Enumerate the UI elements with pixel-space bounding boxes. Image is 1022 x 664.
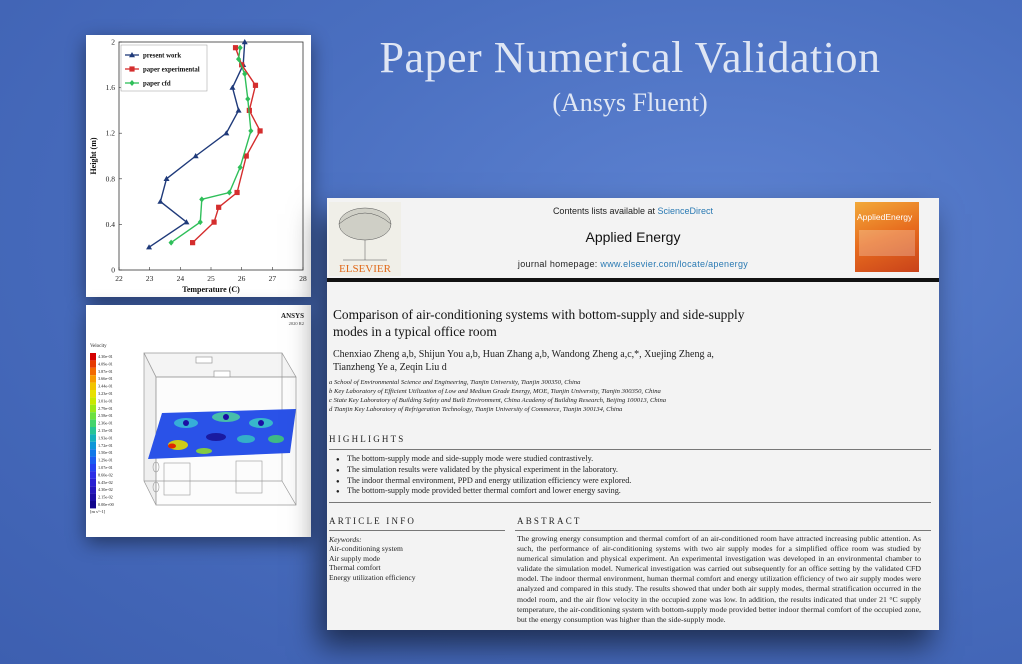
legend-swatch (90, 442, 96, 449)
legend-swatch (90, 368, 96, 375)
homepage-prefix: journal homepage: (517, 259, 598, 269)
contents-prefix: Contents lists available at (552, 206, 655, 216)
authors-line2: Tianzheng Ye a, Zeqin Liu d (333, 362, 447, 373)
data-point (223, 130, 229, 135)
legend-swatch (90, 405, 96, 412)
y-tick-label: 0.4 (105, 219, 115, 229)
legend-swatch (90, 494, 96, 501)
paper-authors (333, 348, 714, 374)
legend-value: 3.87e-01 (98, 368, 113, 374)
legend-value: 3.23e-01 (98, 391, 113, 396)
data-point (216, 205, 221, 210)
legend-value: 2.79e-01 (98, 405, 113, 411)
legend-value: 1.72e-01 (98, 442, 113, 448)
affiliation-d: d Tianjin Key Laboratory of Refrigeration Technology, Tianjin University of Commerce, Tianjin 300134, China (329, 406, 623, 413)
authors-line1: Chenxiao Zheng a,b, Shijun You a,b, Huan Zhang a,b, Wandong Zheng a,c,*, Xuejing Zheng a, (333, 349, 714, 360)
paper-card (327, 198, 939, 630)
affiliation-b: b Key Laboratory of Efficient Utilization of Low and Medium Grade Energy, MOE, Tianjin University, Tianjin 300350, China (329, 388, 661, 395)
legend-value: 0.00e+00 (98, 502, 114, 507)
legend-swatch (90, 471, 96, 478)
highlight-item: ● The bottom-supply mode and side-supply mode were studied contrastively. (347, 454, 923, 465)
keyword-item: Thermal comfort (329, 563, 381, 573)
keyword-item: Air-conditioning system (329, 544, 403, 554)
x-tick-label: 28 (299, 274, 307, 283)
legend-swatch (90, 464, 96, 471)
homepage-link[interactable]: www.elsevier.com/locate/apenergy (600, 259, 749, 269)
data-point (157, 199, 163, 204)
simulation-card (86, 305, 311, 537)
legend-swatch (90, 390, 96, 397)
legend-value: 4.30e-01 (98, 354, 113, 359)
abstract-text: The growing energy consumption and thermal comfort of an air-conditioned room have attracted increasing public attention. As such, the performance of air-conditioning systems with two air supply modes for a simplified office room was studied by numerical simulation and physical experiment. An experimental investigation was developed in an environmental chamber to validate the simulation model. Numerical investigation was carried out subsequently for an office setting by the validated CFD model. The indoor thermal environment, human thermal comfort and energy utilization efficiency of two air supply modes were analyzed and compared in this study. The results showed that under both air supply modes, thermal stratification occurred in the model room, and the air flow velocity in the occupied zone was low. In addition, the results indicated that under 21 °C supply temperature, the air-conditioning system with bottom-supply mode provided better indoor thermal comfort of the occupied zone, but the energy consumption was higher than the side-supply mode. (517, 534, 921, 624)
legend-swatch (90, 449, 96, 456)
data-point (257, 128, 262, 133)
legend-swatch (90, 412, 96, 419)
x-tick-label: 24 (176, 274, 185, 283)
validation-chart (86, 35, 311, 297)
data-point (190, 240, 195, 245)
legend-value: 1.07e-01 (98, 465, 113, 470)
paper-title (333, 306, 744, 340)
validation-chart-card (86, 35, 311, 297)
legend-value: 1.93e-01 (98, 435, 113, 441)
data-point (129, 66, 134, 71)
legend-swatch (90, 383, 96, 390)
data-point (233, 45, 238, 50)
legend-swatch (90, 420, 96, 427)
journal-name: Applied Energy (585, 229, 681, 245)
x-tick-label: 23 (145, 274, 154, 283)
header-rule (327, 278, 939, 282)
legend-value: 1.50e-01 (98, 450, 113, 456)
data-point (253, 83, 258, 88)
journal-header (327, 198, 939, 274)
data-point (248, 128, 253, 134)
legend-value: 4.09e-01 (98, 361, 113, 367)
title-sub: (Ansys Fluent) (552, 88, 708, 117)
legend-label: paper cfd (143, 80, 171, 88)
ansys-brand: ANSYS (281, 312, 304, 320)
data-point (238, 164, 243, 170)
legend-swatch (90, 360, 96, 367)
data-point (242, 39, 248, 44)
legend-value: 2.15e-02 (98, 494, 113, 500)
y-tick-label: 1.2 (105, 128, 115, 138)
journal-cover (855, 202, 919, 272)
title-main: Paper Numerical Validation (379, 33, 881, 82)
y-tick-label: 2 (111, 37, 115, 47)
legend-swatch (90, 479, 96, 486)
sciencedirect-link[interactable]: ScienceDirect (657, 206, 714, 216)
affiliation-c: c State Key Laboratory of Building Safety and Built Environment, China Academy of Building Research, Beijing 100013, China (329, 397, 667, 404)
legend-label: paper experimental (143, 66, 200, 74)
legend-label: present work (143, 52, 182, 60)
paper-title-line2: modes in a typical office room (333, 324, 497, 339)
y-tick-label: 0.8 (105, 174, 115, 184)
legend-swatch (90, 375, 96, 382)
y-axis-label: Height (m) (89, 137, 98, 175)
publisher-name: ELSEVIER (339, 263, 391, 275)
velocity-legend (90, 353, 114, 508)
legend-value: 8.60e-02 (98, 472, 113, 478)
legend-value: 2.58e-01 (98, 413, 113, 419)
legend-swatch (90, 397, 96, 404)
keywords-block (329, 535, 416, 582)
data-point (227, 189, 232, 195)
legend-value: 1.29e-01 (98, 457, 113, 463)
x-tick-label: 25 (207, 274, 215, 283)
article-info-heading: ARTICLE INFO (329, 516, 417, 526)
data-point (234, 190, 239, 195)
data-point (238, 45, 243, 51)
y-tick-label: 0 (111, 265, 115, 275)
data-point (199, 196, 204, 202)
velocity-contour-plane (148, 409, 296, 459)
highlight-item: ● The indoor thermal environment, PPD and energy utilization efficiency were explored. (347, 476, 923, 487)
keyword-item: Air supply mode (329, 553, 381, 563)
legend-swatch (90, 457, 96, 464)
x-tick-label: 26 (237, 274, 246, 283)
legend-value: 4.30e-02 (98, 487, 113, 493)
legend-value: 3.44e-01 (98, 383, 113, 389)
legend-value: 6.45e-02 (98, 479, 113, 485)
highlights-heading: HIGHLIGHTS (329, 434, 406, 444)
affiliations (329, 378, 666, 414)
legend-value: 2.36e-01 (98, 420, 113, 426)
data-point (245, 96, 250, 102)
legend-swatch (90, 427, 96, 434)
data-point (211, 220, 216, 225)
y-tick-label: 1.6 (105, 83, 115, 93)
highlight-item: ● The simulation results were validated by the physical experiment in the laboratory. (347, 465, 923, 476)
highlight-item: ● The bottom-supply mode provided better thermal comfort and lower energy saving. (347, 486, 923, 497)
legend-value: 2.15e-01 (98, 428, 113, 433)
paper-title-line1: Comparison of air-conditioning systems with bottom-supply and side-supply (333, 307, 745, 322)
data-point (229, 85, 235, 90)
legend-unit: [m s^-1] (90, 509, 106, 514)
legend-value: 3.66e-01 (98, 376, 113, 382)
simulation-image (86, 305, 311, 537)
legend-swatch (90, 353, 96, 360)
abstract-heading: ABSTRACT (517, 516, 582, 526)
legend-swatch (90, 486, 96, 493)
x-tick-label: 27 (268, 274, 277, 283)
legend-value: 3.01e-01 (98, 398, 113, 404)
legend-swatch (90, 501, 96, 508)
legend-swatch (90, 434, 96, 441)
ansys-version: 2020 R2 (288, 321, 304, 326)
keywords-heading: Keywords: (329, 535, 362, 544)
data-point (236, 107, 242, 112)
x-axis-label: Temperature (C) (182, 285, 240, 294)
legend-title: Velocity (90, 344, 107, 349)
keyword-item: Energy utilization efficiency (329, 572, 416, 582)
page-title (330, 30, 930, 120)
x-tick-label: 22 (115, 274, 123, 283)
highlights-list (333, 454, 923, 497)
affiliation-a: a School of Environmental Science and Engineering, Tianjin University, Tianjin 300350, China (329, 379, 581, 386)
cover-title: AppliedEnergy (857, 212, 913, 222)
